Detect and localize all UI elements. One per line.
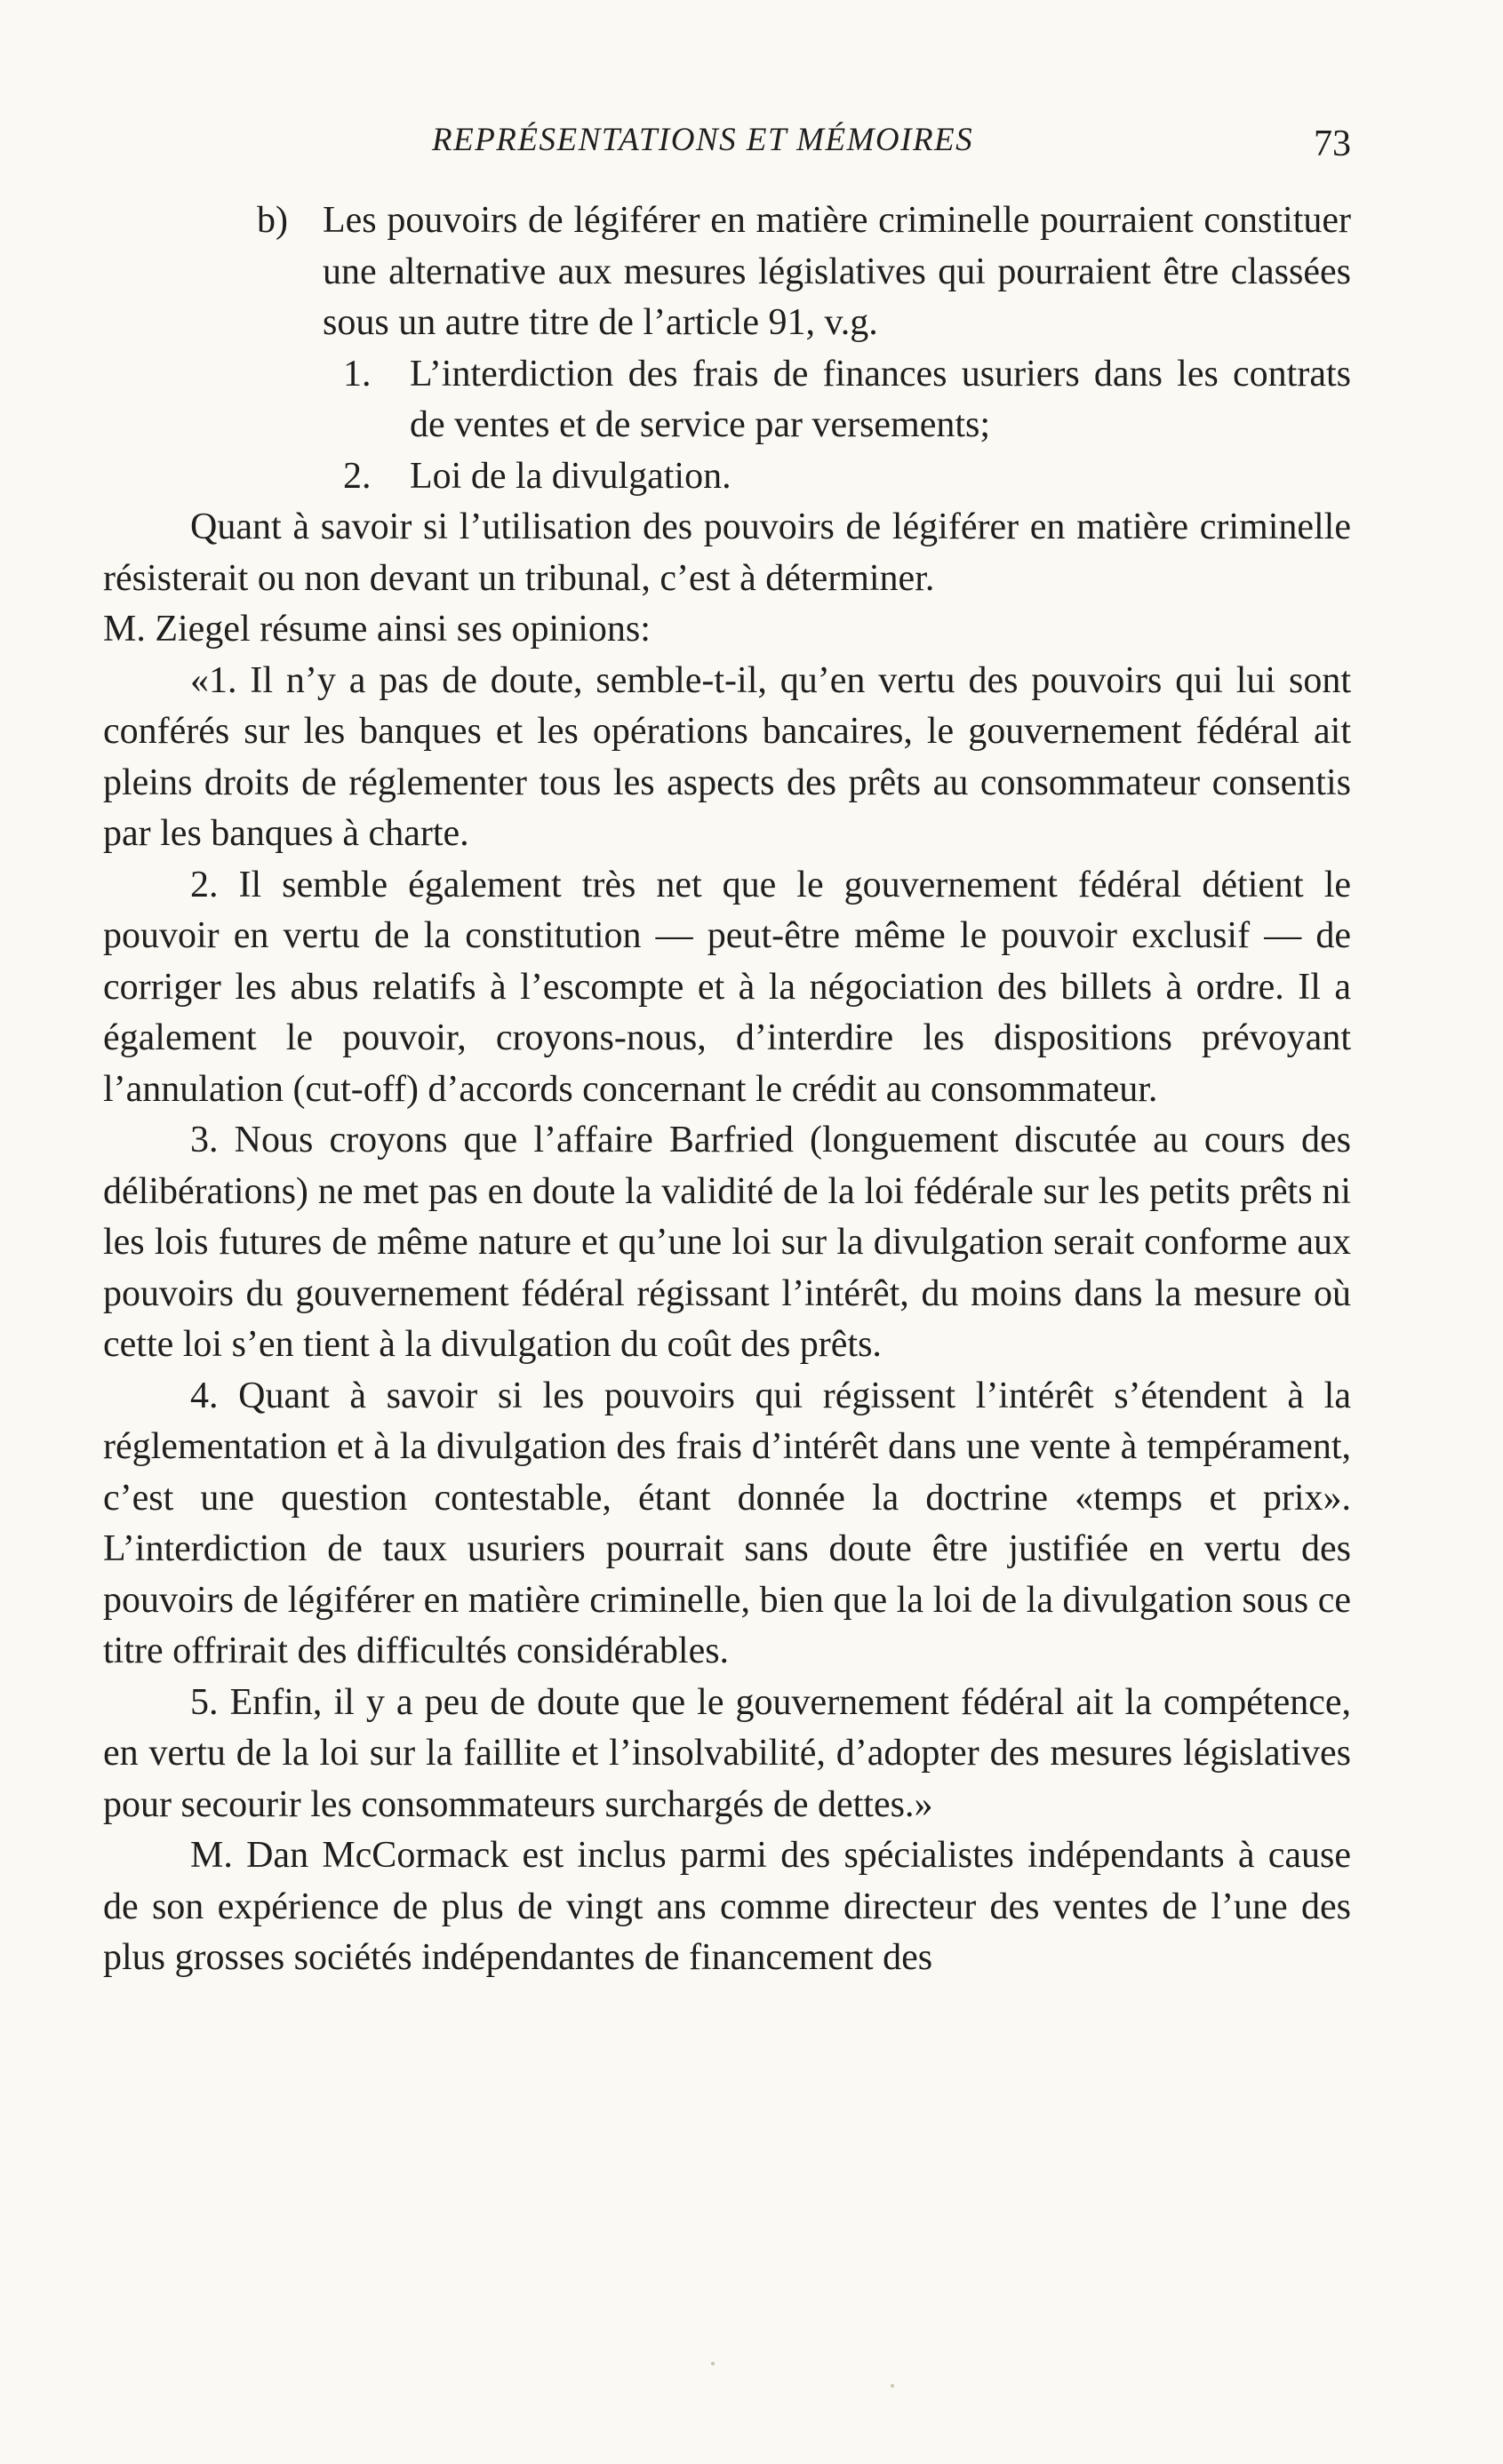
running-title: REPRÉSENTATIONS ET MÉMOIRES	[432, 122, 974, 158]
page-number: 73	[1314, 124, 1351, 164]
paragraph: M. Ziegel résume ainsi ses opinions:	[103, 609, 651, 650]
sublist-marker: 1.	[343, 353, 372, 395]
paragraph: «1. Il n’y a pas de doute, semble-t-il, qu’en vertu des pouvoirs qui lui sont conférés sur les banques et les opérations bancaires, le gouvernement fédéral ait pleins droits de réglementer tous les aspects des prêts au consommateur consentis par les banques à charte.	[103, 659, 1351, 854]
sublist-item	[103, 349, 1351, 451]
paper-speck	[891, 2384, 894, 2388]
paragraph: Quant à savoir si l’utilisation des pouvoirs de légiférer en matière criminelle résisterait ou non devant un tribunal, c’est à déterminer.	[103, 506, 1351, 599]
paragraph: 4. Quant à savoir si les pouvoirs qui régissent l’intérêt s’étendent à la réglementation et à la divulgation des frais d’intérêt dans une vente à tempérament, c’est une question contestable, étant donnée la doctrine «temps et prix». L’interdiction de taux usuriers pourrait sans doute être justifiée en vertu des pouvoirs de légiférer en matière criminelle, bien que la loi de la divulgation sous ce titre offrirait des difficultés considérables.	[103, 1375, 1351, 1671]
sublist-item-text: L’interdiction des frais de finances usuriers dans les contrats de ventes et de service par versements;	[410, 353, 1351, 445]
list-item-b	[103, 195, 1351, 349]
paragraph: 5. Enfin, il y a peu de doute que le gouvernement fédéral ait la compétence, en vertu de la loi sur la faillite et l’insolvabilité, d’adopter des mesures législatives pour secourir les consommateurs surchargés de dettes.»	[103, 1681, 1351, 1825]
sublist-item	[103, 451, 1351, 503]
paragraph: M. Dan McCormack est inclus parmi des spécialistes indépendants à cause de son expérience de plus de vingt ans comme directeur des ventes de l’une des plus grosses sociétés indépendantes de financement des	[103, 1835, 1351, 1978]
sublist-item-text: Loi de la divulgation.	[410, 455, 732, 497]
paper-speck	[711, 2362, 715, 2365]
paragraph: 2. Il semble également très net que le gouvernement fédéral détient le pouvoir en vertu de la constitution — peut-être même le pouvoir exclusif — de corriger les abus relatifs à l’escompte et à la négociation des billets à ordre. Il a également le pouvoir, croyons-nous, d’interdire les dispositions prévoyant l’annulation (cut-off) d’accords concernant le crédit au consommateur.	[103, 864, 1351, 1110]
list-item-text: Les pouvoirs de légiférer en matière criminelle pourraient constituer une alternative aux mesures législatives qui pourraient être classées sous un autre titre de l’article 91, v.g.	[323, 200, 1351, 343]
running-header	[103, 114, 1351, 167]
sublist-marker: 2.	[343, 455, 372, 497]
list-marker: b)	[257, 200, 288, 241]
sublist	[103, 349, 1351, 503]
paragraph: 3. Nous croyons que l’affaire Barfried (longuement discutée au cours des délibérations) ne met pas en doute la validité de la loi fédérale sur les petits prêts ni les lois futures de même nature et qu’une loi sur la divulgation serait conforme aux pouvoirs du gouvernement fédéral régissant l’intérêt, du moins dans la mesure où cette loi s’en tient à la divulgation du coût des prêts.	[103, 1120, 1351, 1365]
body-text	[103, 195, 1351, 1984]
